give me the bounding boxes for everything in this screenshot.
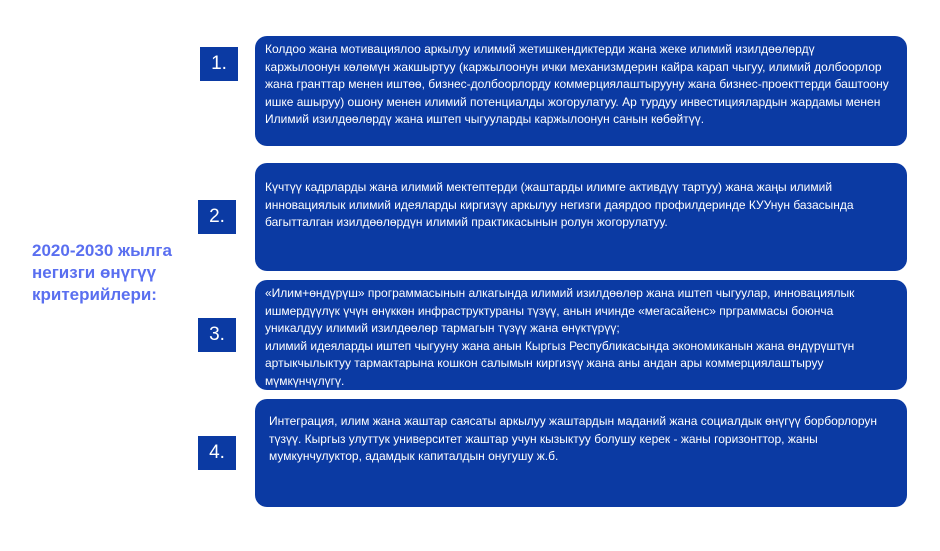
page-title: 2020-2030 жылга негизги өнүгүү критерийлери: [32,241,172,304]
criterion-card-4 [255,399,907,507]
criterion-text-4: Интеграция, илим жана жаштар саясаты аркылуу жаштардын маданий жана социалдык өнүгүү борборлорун түзүү. Кыргыз улуттук университет жаштар учун кызыктуу болушу керек - жаны горизонттор, жаны мумкунчулуктор, адамдык капиталдын онугушу ж.б. [269,414,877,463]
criterion-text-2: Күчтүү кадрларды жана илимий мектептерди (жаштарды илимге активдүү тартуу) жана жаңы илимий инновациялык илимий идеяларды киргизүү аркылуу негизги даярдоо профилдеринде КУУнун базасында багытталган изилдөөлөрдүн илимий практикасынын ролун жогорулатуу. [265,180,854,229]
criterion-text-3: «Илим+өндүрүш» программасынын алкагында илимий изилдөөлөр жана иштеп чыгуулар, инновациялык ишмердүүлүк үчүн өнүккөн инфраструктураны түзүү, анын ичинде «мегасайенс» прграммасы боюнча уникалдуу илимий изилдөөлөр тармагын түзүү жана өнүктүрүү; илимий идеяларды иштеп чыгууну жана анын Кыргыз Республикасында экономиканын жана өндүрүштүн артыкчылыктуу тармактарына кошкон салымын киргизүү жана аны андан ары коммерциялаштыруу мүмкүнчүлүгү. [265,286,855,388]
criterion-card-3 [255,280,907,390]
item-number-2: 2. [198,200,236,234]
item-number-1: 1. [200,47,238,81]
criterion-text-1: Колдоо жана мотивациялоо аркылуу илимий жетишкендиктерди жана жеке илимий изилдөөлөрдү каржылоонун көлөмүн жакшыртуу (каржылоонун ички механизмдерин кайра карап чыгуу, илимий долбоорлор жана гранттар менен иштөө, бизнес-долбоорлорду коммерциялаштырууну жана бизнес-проекттерди баштоону ишке ашыруу) ошону менен илимий потенциалды жогорулатуу. Ар турдуу инвестициялардын жардамы менен Илимий изилдөөлөрдү жана иштеп чыгууларды каржылоонун санын көбөйтүү. [265,42,889,126]
item-number-4: 4. [198,436,236,470]
criterion-card-2 [255,163,907,271]
criterion-card-1 [255,36,907,146]
item-number-3: 3. [198,318,236,352]
